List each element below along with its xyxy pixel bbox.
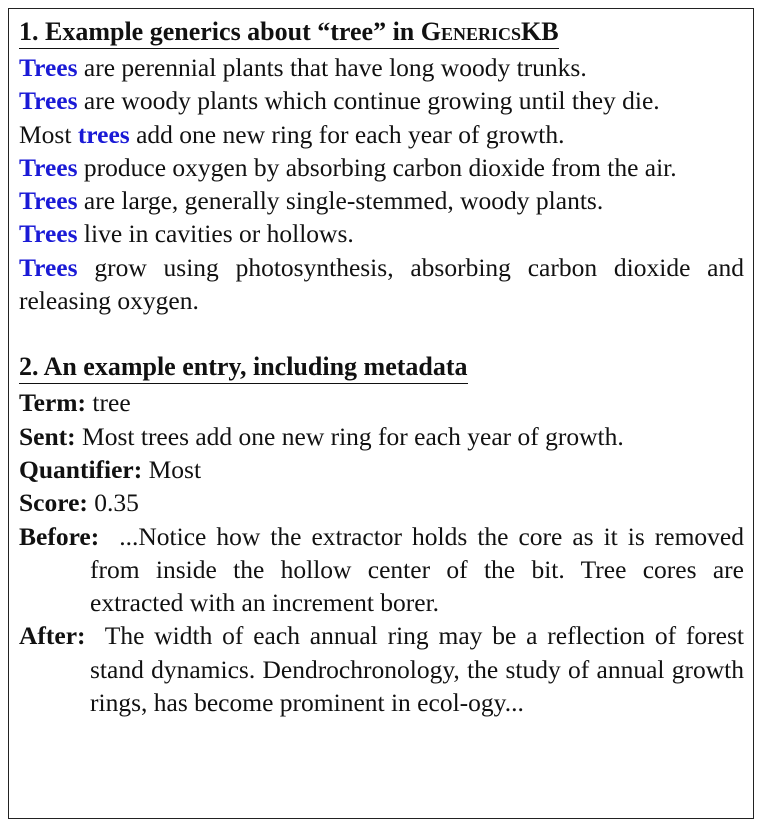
quantifier-value: Most bbox=[148, 454, 202, 484]
generics-list bbox=[19, 51, 744, 317]
after-label: After: bbox=[19, 621, 86, 651]
before-value: ...Notice how the extractor holds the core as it is removed from inside the hollow center of the bit. Tree cores are extracted with an increment borer. bbox=[90, 521, 744, 618]
term-label: Term: bbox=[19, 388, 87, 418]
score-value: 0.35 bbox=[94, 488, 139, 518]
section2-heading: 2. An example entry, including metadata bbox=[19, 351, 468, 384]
generic-sentence: Trees live in cavities or hollows. bbox=[19, 219, 354, 249]
generic-sentence: Trees are large, generally single-stemmed, woody plants. bbox=[19, 186, 604, 216]
section1-heading: 1. Example generics about “tree” in GenericsKB bbox=[19, 16, 559, 49]
sent-row bbox=[19, 420, 744, 453]
before-row bbox=[19, 520, 744, 620]
term-highlight: Trees bbox=[19, 252, 78, 282]
term-row bbox=[19, 386, 744, 419]
score-label: Score: bbox=[19, 488, 88, 518]
generic-sentence: Trees are perennial plants that have long woody trunks. bbox=[19, 53, 587, 82]
term-highlight: trees bbox=[77, 119, 130, 149]
sent-label: Sent: bbox=[19, 421, 76, 451]
term-value: tree bbox=[92, 388, 131, 418]
quantifier-row bbox=[19, 453, 744, 486]
generic-sentence: Most trees add one new ring for each year of growth. bbox=[19, 119, 565, 149]
term-highlight: Trees bbox=[19, 53, 78, 82]
sent-value: Most trees add one new ring for each year of growth. bbox=[82, 421, 624, 451]
generic-sentence: Trees are woody plants which continue growing until they die. bbox=[19, 86, 660, 116]
term-highlight: Trees bbox=[19, 219, 78, 249]
score-row bbox=[19, 486, 744, 519]
term-highlight: Trees bbox=[19, 152, 78, 182]
generic-sentence: Trees grow using photosynthesis, absorbing carbon dioxide and releasing oxygen. bbox=[19, 252, 744, 316]
after-value: The width of each annual ring may be a reflection of forest stand dynamics. Dendrochronology, the study of annual growth rings, has become prominent in ecol-ogy... bbox=[90, 621, 744, 718]
genericskb-smallcaps: Generics bbox=[420, 17, 522, 46]
after-row bbox=[19, 619, 744, 719]
before-label: Before: bbox=[19, 521, 100, 551]
section-spacer bbox=[19, 317, 744, 350]
generic-sentence: Trees produce oxygen by absorbing carbon dioxide from the air. bbox=[19, 152, 677, 182]
quantifier-label: Quantifier: bbox=[19, 454, 143, 484]
metadata-entry bbox=[19, 386, 744, 719]
generics-figure-box bbox=[8, 8, 754, 819]
term-highlight: Trees bbox=[19, 186, 78, 216]
term-highlight: Trees bbox=[19, 86, 78, 116]
